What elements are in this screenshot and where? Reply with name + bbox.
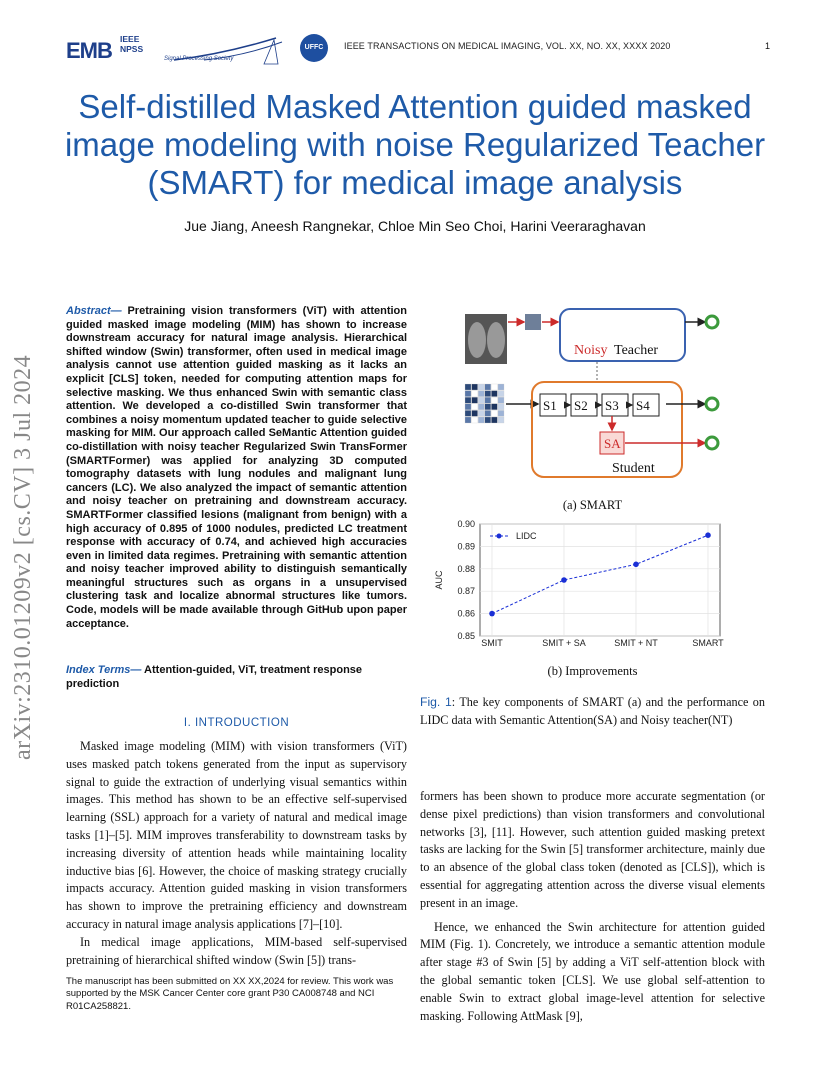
mask-patch	[465, 410, 471, 416]
mask-patch	[472, 391, 478, 397]
abstract-text: Pretraining vision transformers (ViT) with attention guided masked image modeling (MIM) has shown to increase downstream accuracy for natural image analysis. Hierarchical shifted window (Swin) transformer, often used in medical image analysis cannot use attention guided masking as it lacks an explicit [CLS] token, needed for computing attention maps for selective masking. We thus enhanced Swin with semantic class attention. We developed a co-distilled Swin transformer that combines a noisy momentum updated teacher to guide selective masking for MIM. Our approach called SeMantic Attention guided co-distillation with noisy teacher Regularized Swin TransFormer (SMARTFormer) was applied for analyzing 3D computed tomography datasets with lung nodules and malignant lung cancers (LC). We also analyzed the impact of semantic attention and noisy teacher on pretraining and downstream accuracy. SMARTFormer classified lesions (malignant from benign) with a high accuracy of 0.895 of 1000 nodules, predicted LC treatment response with accuracy of 0.74, and achieved high accuracies even in limited data regimes. Pretraining with semantic attention and noisy teacher improved ability to distinguish semantically meaningful structures such as organs in a unsupervised clustering task and localize abnormal structures like tumors. Code, models will be made available through GitHub upon paper acceptance.	[66, 305, 407, 630]
intro-paragraph: Masked image modeling (MIM) with vision transformers (ViT) uses masked patch tokens generated from the input as supervisory signal to guide the extraction of underlying visual semantics within images. This method has shown to be an effective self-supervised learning (SSL) approach for a variety of natural and medical image tasks [1]–[5]. MIM improves transferability to downstream tasks by increasing diversity of attention heads while maintaining locality inductive bias [6]. However, the choice of masking strategy crucially impacts accuracy. Attention guided masking in vision transformers has shown to improve the pretraining efficiency and downstream accuracy in natural image analysis applications [7]–[10].	[66, 739, 407, 931]
mask-patch	[465, 404, 471, 410]
legend-marker	[497, 534, 502, 539]
abstract-label: Abstract—	[66, 305, 122, 317]
smart-diagram	[420, 300, 765, 485]
student-label: Student	[612, 461, 655, 476]
mask-patch	[485, 391, 491, 397]
teacher-label: Teacher	[614, 343, 659, 358]
mask-patch	[485, 417, 491, 423]
mask-patch	[472, 417, 478, 423]
figure-caption	[420, 694, 765, 730]
mask-patch	[485, 404, 491, 410]
intro-right-column	[420, 788, 765, 1025]
mask-patch	[491, 404, 497, 410]
stage-label: S4	[636, 398, 650, 413]
y-tick-label: 0.87	[457, 586, 475, 597]
emb-logo-text: EMB	[66, 38, 112, 63]
noisy-label: Noisy	[574, 343, 608, 358]
subcaption-a: (a) SMART	[562, 498, 623, 512]
mask-patch	[498, 404, 504, 410]
mask-patch	[465, 391, 471, 397]
running-head: IEEE TRANSACTIONS ON MEDICAL IMAGING, VOL. XX, NO. XX, XXXX 2020	[344, 41, 671, 51]
uffc-logo	[300, 34, 330, 68]
x-tick-label: SMIT + SA	[542, 638, 586, 648]
legend-label: LIDC	[516, 531, 537, 541]
mask-patch	[478, 404, 484, 410]
y-tick-label: 0.90	[457, 519, 475, 529]
x-tick-label: SMIT	[481, 638, 503, 648]
mask-patch	[491, 397, 497, 403]
sps-logo-text: Signal Processing Society	[164, 56, 234, 62]
uffc-logo-text: UFFC	[300, 34, 328, 62]
mask-patch	[485, 397, 491, 403]
y-axis-label: AUC	[434, 570, 444, 590]
output-node-icon	[706, 316, 718, 328]
mask-patch	[465, 384, 471, 390]
mask-patch	[485, 384, 491, 390]
mask-patch	[491, 410, 497, 416]
data-point	[489, 611, 495, 617]
mask-patch	[498, 384, 504, 390]
index-terms-text: Attention-guided, ViT, treatment response prediction	[66, 664, 363, 690]
mask-patch	[472, 404, 478, 410]
mask-patch	[478, 391, 484, 397]
mask-patch	[491, 384, 497, 390]
figure-caption-text: : The key components of SMART (a) and the performance on LIDC data with Semantic Attention(SA) and Noisy teacher(NT)	[420, 695, 765, 727]
intro-paragraph: Hence, we enhanced the Swin architecture for attention guided MIM (Fig. 1). Concretely, we introduce a semantic attention module after stage #3 of Swin [5] by adding a ViT self-attention block with the global semantic token [CLS]. We use global self-attention to enable Swin to extract global image-level attention for selective masking. Following AttMask [9],	[420, 919, 765, 1023]
emb-logo	[66, 34, 112, 68]
patch-icon	[525, 314, 541, 330]
intro-paragraph: formers has been shown to produce more accurate segmentation (or dense pixel predictions) than vision transformers and convolutional networks [3], [11]. However, such attention guided masking pretext tasks are lacking for the Swin [5] transformer architecture, mainly due to an absence of the global class token (denoted as [CLS]), which is essential for aggregating attention across the diverse visual elements present in an image.	[420, 789, 765, 910]
x-tick-label: SMART	[692, 638, 724, 648]
arxiv-stamp	[10, 300, 50, 760]
figure-caption-label: Fig. 1	[420, 695, 452, 709]
page-number: 1	[765, 41, 771, 51]
index-terms-label: Index Terms—	[66, 664, 142, 676]
mask-patch	[498, 410, 504, 416]
npss-logo	[120, 34, 160, 68]
auc-line-chart	[420, 518, 765, 653]
stage-label: S1	[543, 398, 557, 413]
y-tick-label: 0.86	[457, 608, 475, 619]
mask-patch	[465, 397, 471, 403]
author-list: Jue Jiang, Aneesh Rangnekar, Chloe Min Seo Choi, Harini Veeraraghavan	[184, 218, 646, 234]
mask-patch	[472, 410, 478, 416]
stage-label: S3	[605, 398, 619, 413]
stage-label: S2	[574, 398, 588, 413]
mask-patch	[478, 410, 484, 416]
mask-patch	[478, 384, 484, 390]
data-point	[705, 532, 711, 538]
x-tick-label: SMIT + NT	[614, 638, 658, 648]
mask-patch	[478, 397, 484, 403]
intro-paragraph: In medical image applications, MIM-based self-supervised pretraining of hierarchical shifted window (Swin [5]) trans-	[66, 934, 407, 967]
mask-patch	[478, 417, 484, 423]
mask-patch	[498, 397, 504, 403]
stage-blocks	[540, 394, 659, 416]
sa-label: SA	[604, 436, 621, 451]
output-node-icon	[706, 398, 718, 410]
abstract	[66, 305, 407, 631]
data-point	[561, 577, 567, 583]
signal-processing-logo	[164, 34, 294, 68]
data-point	[633, 562, 639, 568]
mask-patch	[498, 391, 504, 397]
y-tick-label: 0.85	[457, 631, 475, 641]
masked-patch-grid	[465, 384, 504, 423]
index-terms	[66, 664, 407, 691]
subcaption-b: (b) Improvements	[547, 664, 638, 678]
section-heading: I. INTRODUCTION	[183, 717, 290, 729]
y-tick-label: 0.89	[457, 541, 475, 552]
npss-logo-text: IEEE NPSS	[120, 34, 144, 54]
mask-patch	[465, 417, 471, 423]
footnote: The manuscript has been submitted on XX XX,2024 for review. This work was supported by the MSK Cancer Center core grant P30 CA008748 and NCI R01CA258821.	[66, 976, 394, 1012]
mask-patch	[491, 391, 497, 397]
arxiv-stamp-text: arXiv:2310.01209v2 [cs.CV] 3 Jul 2024	[10, 354, 36, 760]
mask-patch	[498, 417, 504, 423]
sps-swoosh-icon	[164, 34, 294, 68]
mask-patch	[485, 410, 491, 416]
mask-patch	[491, 417, 497, 423]
intro-left-column	[66, 738, 407, 969]
paper-title: Self-distilled Masked Attention guided masked image modeling with noise Regularized Teacher (SMART) for medical image analysis	[64, 88, 766, 201]
output-node-icon	[706, 437, 718, 449]
y-tick-label: 0.88	[457, 563, 475, 574]
mask-patch	[472, 384, 478, 390]
mask-patch	[472, 397, 478, 403]
